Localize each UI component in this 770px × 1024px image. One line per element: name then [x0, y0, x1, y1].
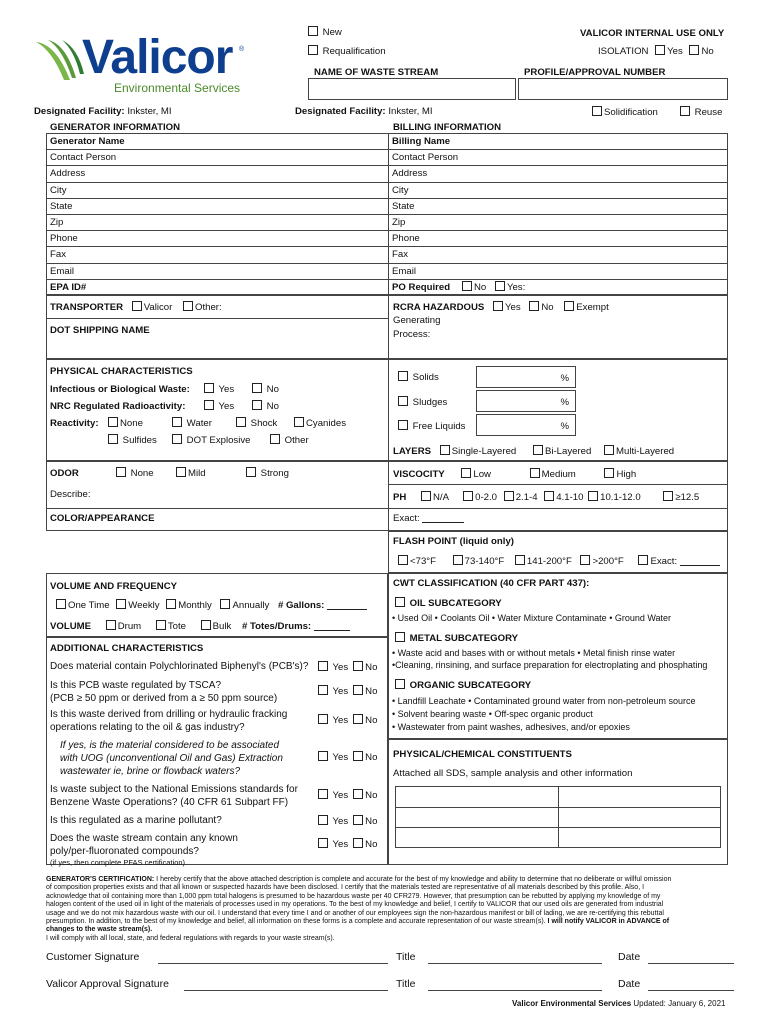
reactivity-dot-explosive[interactable]: DOT Explosive: [172, 434, 250, 446]
isolation-no-checkbox[interactable]: [689, 45, 699, 55]
requal-option[interactable]: Requalification: [308, 45, 386, 57]
sludges-percent-field[interactable]: %: [476, 390, 576, 412]
billing-field-4[interactable]: State: [392, 200, 415, 212]
isolation-row: ISOLATION Yes No: [598, 46, 714, 57]
dot-shipping-label: DOT SHIPPING NAME: [50, 325, 150, 336]
valicor-date-line[interactable]: [648, 990, 734, 991]
viscosity-medium-checkbox[interactable]: [530, 468, 540, 478]
billing-info-title: BILLING INFORMATION: [393, 122, 502, 133]
generator-info-title: GENERATOR INFORMATION: [50, 122, 181, 133]
volume-row: VOLUME Drum Tote Bulk # Totes/Drums:: [50, 620, 350, 632]
yes-checkbox[interactable]: [318, 661, 328, 671]
internal-use-label: VALICOR INTERNAL USE ONLY: [580, 28, 725, 39]
flash-point-options: <73°F 73-140°F 141-200°F >200°F Exact:: [398, 555, 720, 567]
footer: Valicor Environmental Services Updated: January 6, 2021: [512, 999, 726, 1008]
metal-item-1: • Waste acid and bases with or without metals • Metal finish rinse water: [392, 648, 676, 658]
additional-question-7-line-2: poly/per-fluoronated compounds?: [50, 846, 199, 857]
additional-question-2-line-2: (PCB ≥ 50 ppm or derived from a ≥ 50 ppm source): [50, 693, 278, 704]
generator-field-7[interactable]: Fax: [50, 249, 66, 261]
generator-field-2[interactable]: Address: [50, 168, 86, 180]
odor-none[interactable]: None: [116, 467, 154, 479]
reactivity-water[interactable]: Water: [172, 417, 212, 429]
reactivity-cyanides[interactable]: Cyanides: [294, 417, 346, 429]
rcra-yes-checkbox[interactable]: [493, 301, 503, 311]
billing-field-3[interactable]: City: [392, 184, 409, 196]
bi-layer-checkbox[interactable]: [533, 445, 543, 455]
viscosity-low-checkbox[interactable]: [461, 468, 471, 478]
reuse-checkbox[interactable]: [680, 106, 690, 116]
solidification-option[interactable]: Solidification: [592, 106, 658, 118]
additional-question-3-line-1: Is this waste derived from drilling or hydraulic fracking: [50, 709, 288, 720]
organic-item-2: • Solvent bearing waste • Off-spec organic product: [392, 709, 593, 719]
valicor-title-line[interactable]: [428, 990, 602, 991]
multi-layer-checkbox[interactable]: [604, 445, 614, 455]
rcra-no-checkbox[interactable]: [529, 301, 539, 311]
physical-title: PHYSICAL CHARACTERISTICS: [50, 366, 193, 377]
no-checkbox[interactable]: [353, 789, 363, 799]
additional-question-1-options: Yes No: [318, 661, 377, 673]
rcra-exempt-checkbox[interactable]: [564, 301, 574, 311]
billing-field-0[interactable]: Billing Name: [392, 136, 451, 147]
single-layer-checkbox[interactable]: [440, 445, 450, 455]
transporter-other-checkbox[interactable]: [183, 301, 193, 311]
nrc-label: NRC Regulated Radioactivity:: [50, 401, 186, 412]
yes-checkbox[interactable]: [318, 838, 328, 848]
color-label: COLOR/APPEARANCE: [50, 513, 155, 524]
isolation-yes-checkbox[interactable]: [655, 45, 665, 55]
additional-question-4-options: Yes No: [318, 751, 377, 763]
flash-exact-field[interactable]: [680, 556, 720, 566]
additional-question-6-options: Yes No: [318, 815, 377, 827]
po-required-label: PO Required: [392, 281, 451, 293]
generator-field-3[interactable]: City: [50, 184, 67, 196]
profile-number-field[interactable]: [518, 78, 728, 100]
billing-field-1[interactable]: Contact Person: [392, 152, 459, 164]
process-label: Process:: [393, 329, 431, 340]
no-checkbox[interactable]: [353, 815, 363, 825]
reactivity-none[interactable]: None: [108, 417, 143, 429]
additional-question-5-line-1: Is waste subject to the National Emissions standards for: [50, 784, 298, 795]
frequency-row: One Time Weekly Monthly Annually # Gallons:: [56, 599, 367, 611]
odor-describe-label: Describe:: [50, 489, 91, 500]
valicor-signature-line[interactable]: [184, 990, 388, 991]
constituents-title: PHYSICAL/CHEMICAL CONSTITUENTS: [393, 749, 572, 760]
generator-field-4[interactable]: State: [50, 200, 73, 212]
odor-strong[interactable]: Strong: [246, 467, 289, 479]
additional-title: ADDITIONAL CHARACTERISTICS: [50, 643, 204, 654]
valicor-signature-label: Valicor Approval Signature: [46, 978, 169, 990]
volume-title: VOLUME AND FREQUENCY: [50, 581, 178, 592]
generator-field-5[interactable]: Zip: [50, 217, 64, 228]
ph-row: PH N/A 0-2.0 2.1-4 4.1-10 10.1-12.0 ≥12.5: [393, 492, 700, 503]
valicor-date-label: Date: [618, 978, 641, 990]
no-checkbox[interactable]: [353, 685, 363, 695]
odor-mild[interactable]: Mild: [176, 467, 206, 479]
additional-question-5-options: Yes No: [318, 789, 377, 801]
ph-exact: Exact:: [393, 513, 464, 524]
customer-title-line[interactable]: [428, 963, 602, 964]
additional-question-1-line-1: Does material contain Polychlorinated Biphenyl's (PCB's)?: [50, 661, 309, 672]
no-checkbox[interactable]: [353, 751, 363, 761]
reuse-option[interactable]: Reuse: [680, 106, 722, 118]
organic-item-3: • Wastewater from paint washes, adhesives, and/or epoxies: [392, 722, 630, 732]
gallons-field[interactable]: [327, 600, 367, 610]
po-no-checkbox[interactable]: [462, 281, 472, 291]
metal-item-2: •Cleaning, rinsining, and surface preparation for electroplating and phosphating: [392, 660, 708, 670]
registered-mark: ®: [239, 46, 245, 53]
oil-items: • Used Oil • Coolants Oil • Water Mixture Contaminate • Ground Water: [392, 613, 672, 623]
flash-point-label: FLASH POINT (liquid only): [393, 536, 514, 547]
po-options: No Yes:: [462, 281, 525, 293]
viscosity-row: VISCOCITY Low Medium High: [393, 469, 637, 480]
organic-subcategory[interactable]: ORGANIC SUBCATEGORY: [395, 679, 531, 691]
billing-field-5[interactable]: Zip: [392, 217, 406, 228]
generating-label: Generating: [393, 315, 441, 326]
yes-checkbox[interactable]: [318, 685, 328, 695]
infectious-label: Infectious or Biological Waste:: [50, 384, 190, 395]
organic-item-1: • Landfill Leachate • Contaminated ground water from non-petroleum source: [392, 696, 696, 706]
generator-field-6[interactable]: Phone: [50, 233, 78, 245]
additional-question-7-line-1: Does the waste stream contain any known: [50, 833, 238, 844]
reactivity-sulfides[interactable]: Sulfides: [108, 434, 157, 446]
customer-signature-label: Customer Signature: [46, 951, 140, 963]
yes-checkbox[interactable]: [318, 714, 328, 724]
certification-text: GENERATOR'S CERTIFICATION: I hereby certify that the above attached description is complete and accurate for the best of my knowledge and ability to determine that no deliberate or willful omission of composition properties exists and that all known or suspected hazards have been disclosed. I certify that the materials tested are representative of all materials described by this profile. Also, I acknowledge that oil containing more than 1,000 ppm total halogens is presumed to be hazardous waste per 40 CFR279. However, that presumption can be rebutted by applying my knowledge of my halogen content of the used oil in light of the materials of processes used in my operations. To the best of my knowledge and belief, I certify to VALICOR that our used oils are generated from industrial usage and we do not mix hazardous waste with our oil. I understand that every time I and or another of our employees sign the non-hazardous manifest or bill of lading, we are re-certifying this rebuttal presumption. In addition, to the best of my knowledge and belief, all information on these forms is a complete and accurate representation of our waste stream(s). I will notify VALICOR in ADVANCE of changes to the waste stream(s). I will comply with all local, state, and federal regulations with regards to your waste stream(s).: [46, 876, 672, 942]
metal-subcategory[interactable]: METAL SUBCATEGORY: [395, 632, 518, 644]
designated-facility-left: Designated Facility: Inkster, MI: [34, 106, 172, 117]
oil-subcategory[interactable]: OIL SUBCATEGORY: [395, 597, 502, 609]
yes-checkbox[interactable]: [318, 789, 328, 799]
ph-exact-field[interactable]: [422, 513, 464, 523]
additional-question-4-line-2: with UOG (unconventional Oil and Gas) Extraction: [60, 753, 283, 764]
infectious-yes[interactable]: Yes: [204, 383, 234, 395]
solidification-checkbox[interactable]: [592, 106, 602, 116]
nrc-yes[interactable]: Yes: [204, 400, 234, 412]
layers-row: LAYERS Single-Layered Bi-Layered Multi-Layered: [393, 446, 675, 457]
new-option[interactable]: New: [308, 26, 342, 38]
additional-question-3-line-2: operations relating to the oil & gas industry?: [50, 722, 245, 733]
customer-signature-line[interactable]: [158, 963, 388, 964]
new-checkbox[interactable]: [308, 26, 318, 36]
pfas-note: (if yes, then complete PFAS certification): [50, 858, 186, 867]
yes-checkbox[interactable]: [318, 751, 328, 761]
logo-wordmark: Valicor: [82, 31, 233, 84]
viscosity-high-checkbox[interactable]: [604, 468, 614, 478]
profile-number-label: PROFILE/APPROVAL NUMBER: [524, 67, 666, 78]
sludges-option[interactable]: Sludges: [398, 396, 447, 408]
customer-title-label: Title: [396, 951, 416, 963]
po-yes-checkbox[interactable]: [495, 281, 505, 291]
free-liquids-option[interactable]: Free Liquids: [398, 420, 465, 432]
no-checkbox[interactable]: [353, 661, 363, 671]
no-checkbox[interactable]: [353, 838, 363, 848]
yes-checkbox[interactable]: [318, 815, 328, 825]
designated-facility-right: Designated Facility: Inkster, MI: [295, 106, 433, 117]
additional-question-2-options: Yes No: [318, 685, 377, 697]
additional-question-5-line-2: Benzene Waste Operations? (40 CFR 61 Subpart FF): [50, 797, 289, 808]
logo-subtitle: Environmental Services: [114, 81, 241, 95]
additional-question-4-line-1: If yes, is the material considered to be associated: [60, 740, 280, 751]
generator-field-9[interactable]: EPA ID#: [50, 281, 87, 293]
odor-label: ODOR: [50, 468, 79, 479]
additional-question-4-line-3: wastewater ie, brine or flowback waters?: [60, 766, 241, 777]
customer-date-line[interactable]: [648, 963, 734, 964]
additional-question-7-options: Yes No: [318, 838, 377, 850]
reactivity-label: Reactivity:: [50, 418, 99, 429]
requal-checkbox[interactable]: [308, 45, 318, 55]
generator-field-0[interactable]: Generator Name: [50, 136, 125, 147]
billing-field-8[interactable]: Email: [392, 265, 416, 277]
valicor-title-label: Title: [396, 978, 416, 990]
transporter-row: TRANSPORTER Valicor Other:: [50, 302, 222, 313]
additional-question-2-line-1: Is this PCB waste regulated by TSCA?: [50, 680, 222, 691]
free-liquids-percent-field[interactable]: %: [476, 414, 576, 436]
generator-field-8[interactable]: Email: [50, 265, 74, 277]
constituents-note: Attached all SDS, sample analysis and other information: [393, 768, 633, 779]
generator-field-1[interactable]: Contact Person: [50, 152, 117, 164]
solids-option[interactable]: Solids: [398, 371, 439, 383]
reactivity-shock[interactable]: Shock: [236, 417, 277, 429]
solids-percent-field[interactable]: %: [476, 366, 576, 388]
reactivity-other[interactable]: Other: [270, 434, 309, 446]
cwt-title: CWT CLASSIFICATION (40 CFR PART 437):: [393, 578, 590, 589]
totes-field[interactable]: [314, 621, 350, 631]
transporter-valicor-checkbox[interactable]: [132, 301, 142, 311]
waste-stream-name-field[interactable]: [308, 78, 516, 100]
billing-field-2[interactable]: Address: [392, 168, 428, 180]
customer-date-label: Date: [618, 951, 641, 963]
additional-question-6-line-1: Is this regulated as a marine pollutant?: [50, 815, 222, 826]
additional-question-3-options: Yes No: [318, 714, 377, 726]
billing-field-6[interactable]: Phone: [392, 233, 420, 245]
nrc-no[interactable]: No: [252, 400, 279, 412]
no-checkbox[interactable]: [353, 714, 363, 724]
rcra-row: RCRA HAZARDOUS Yes No Exempt: [393, 302, 609, 313]
infectious-no[interactable]: No: [252, 383, 279, 395]
billing-field-7[interactable]: Fax: [392, 249, 408, 261]
waste-stream-name-label: NAME OF WASTE STREAM: [314, 67, 439, 78]
